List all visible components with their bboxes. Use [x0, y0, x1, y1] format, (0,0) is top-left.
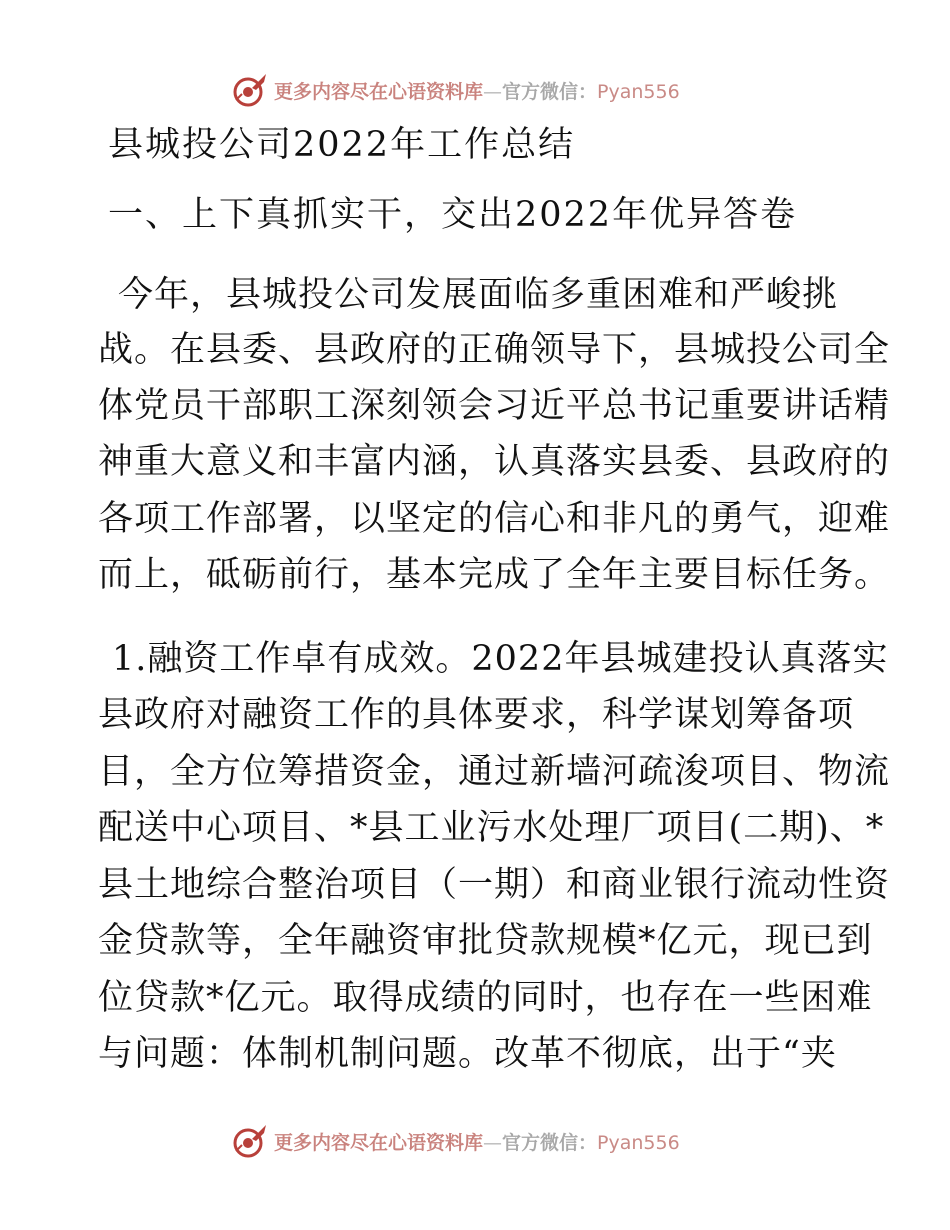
document-title: 县城投公司2022年工作总结	[108, 125, 576, 165]
quill-logo-icon	[230, 70, 270, 110]
paragraph-line: 县政府对融资工作的具体要求，科学谋划筹备项	[98, 695, 855, 735]
watermark-footer	[230, 1121, 680, 1161]
paragraph-line: 与问题：体制机制问题。改革不彻底，出于“夹	[98, 1034, 837, 1074]
watermark-wechat-id: Pyan556	[597, 1131, 680, 1154]
paragraph-line: 县土地综合整治项目（一期）和商业银行流动性资	[98, 865, 891, 905]
watermark-header	[230, 70, 680, 110]
paragraph-line: 神重大意义和丰富内涵，认真落实县委、县政府的	[98, 442, 891, 482]
paragraph-line: 金贷款等，全年融资审批贷款规模*亿元，现已到	[98, 921, 873, 961]
paragraph-line: 今年，县城投公司发展面临多重困难和严峻挑	[118, 275, 839, 315]
paragraph-line: 位贷款*亿元。取得成绩的同时，也存在一些困难	[98, 978, 873, 1018]
paragraph-line: 各项工作部署，以坚定的信心和非凡的勇气，迎难	[98, 499, 891, 539]
watermark-brand: 更多内容尽在心语资料库	[274, 1131, 484, 1154]
paragraph-line: 战。在县委、县政府的正确领导下，县城投公司全	[98, 330, 891, 370]
quill-logo-icon	[230, 1121, 270, 1161]
watermark-dash: —	[483, 1131, 503, 1154]
watermark-brand: 更多内容尽在心语资料库	[274, 80, 484, 103]
paragraph-line: 体党员干部职工深刻领会习近平总书记重要讲话精	[98, 386, 891, 426]
paragraph-line: 而上，砥砺前行，基本完成了全年主要目标任务。	[98, 555, 891, 595]
watermark-wechat-id: Pyan556	[597, 80, 680, 103]
watermark-wechat-label: 官方微信：	[502, 1131, 598, 1154]
watermark-wechat-label: 官方微信：	[502, 80, 598, 103]
watermark-dash: —	[483, 80, 503, 103]
paragraph-line: 1.融资工作卓有成效。2022年县城建投认真落实	[112, 639, 889, 679]
section-heading: 一、上下真抓实干，交出2022年优异答卷	[108, 195, 798, 235]
paragraph-line: 配送中心项目、*县工业污水处理厂项目(二期)、*	[98, 808, 885, 848]
paragraph-line: 目，全方位筹措资金，通过新墙河疏浚项目、物流	[98, 752, 891, 792]
